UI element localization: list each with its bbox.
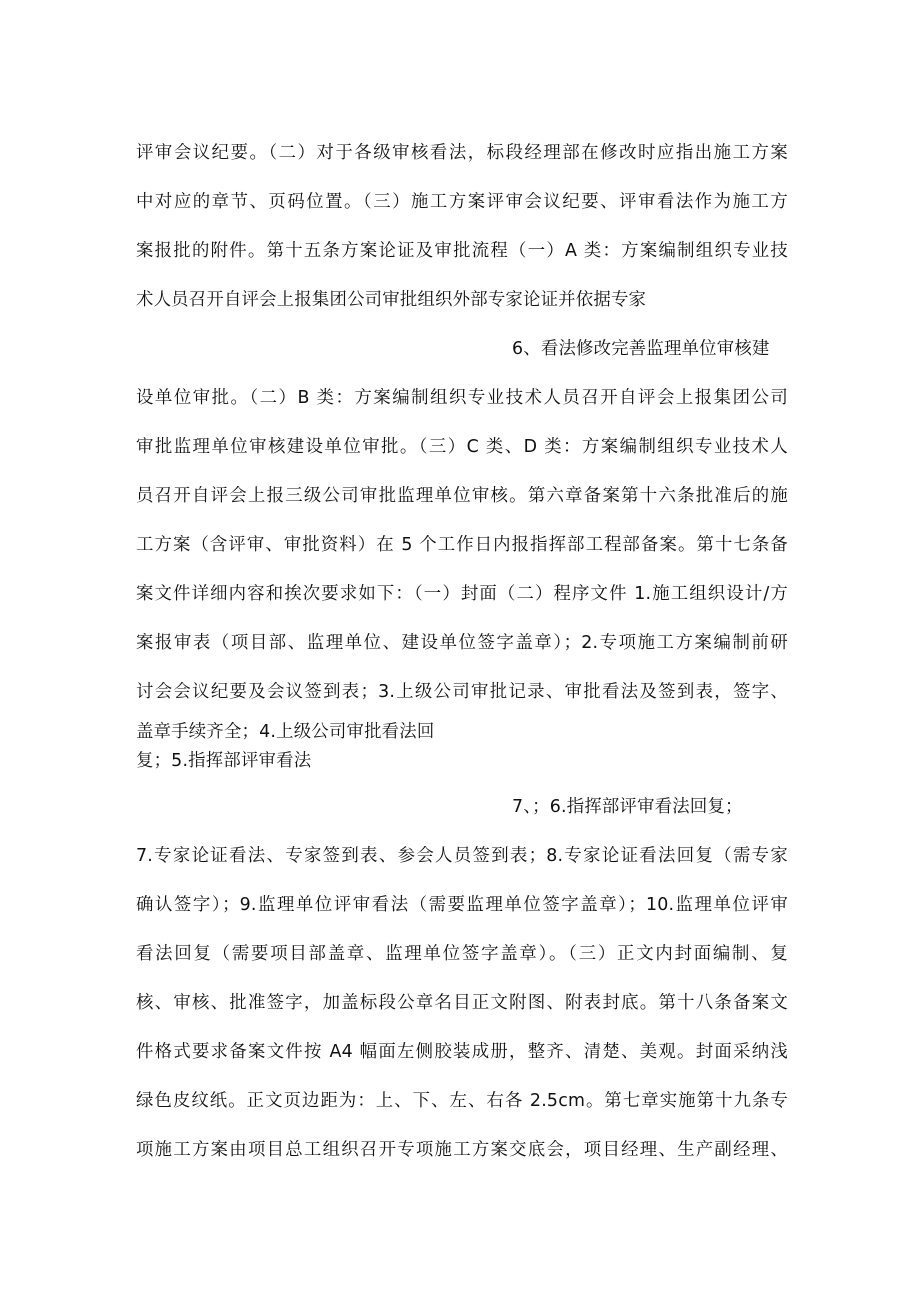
text-line-1: 评审会议纪要。（二）对于各级审核看法，标段经理部在修改时应指出施工方案: [136, 143, 788, 163]
text-line-2: 中对应的章节、页码位置。（三）施工方案评审会议纪要、评审看法作为施工方: [136, 192, 788, 212]
text-line-13: 盖章手续齐全；4.上级公司审批看法回: [136, 722, 435, 742]
text-line-12: 讨会会议纪要及会议签到表；3.上级公司审批记录、审批看法及签到表，签字、: [136, 682, 788, 702]
text-line-8: 员召开自评会上报三级公司审批监理单位审核。第六章备案第十六条批准后的施: [136, 486, 788, 506]
text-line-4: 术人员召开自评会上报集团公司审批组织外部专家论证并依据专家: [136, 290, 647, 310]
text-line-20: 件格式要求备案文件按 A4 幅面左侧胶装成册，整齐、清楚、美观。封面采纳浅: [136, 1042, 788, 1062]
text-line-10: 案文件详细内容和挨次要求如下：（一）封面（二）程序文件 1.施工组织设计/方: [136, 584, 788, 604]
text-line-17: 确认签字）；9.监理单位评审看法（需要监理单位签字盖章）；10.监理单位评审: [136, 895, 788, 915]
text-line-7: 审批监理单位审核建设单位审批。（三）C 类、D 类：方案编制组织专业技术人: [136, 437, 788, 457]
text-line-9: 工方案（含评审、审批资料）在 5 个工作日内报指挥部工程部备案。第十七条备: [136, 535, 788, 555]
text-line-18: 看法回复（需要项目部盖章、监理单位签字盖章）。（三）正文内封面编制、复: [136, 944, 788, 964]
text-line-6: 设单位审批。（二）B 类：方案编制组织专业技术人员召开自评会上报集团公司: [136, 388, 788, 408]
text-line-14: 复；5.指挥部评审看法: [136, 751, 312, 771]
text-line-5: 6、看法修改完善监理单位审核建: [512, 339, 770, 359]
text-line-19: 核、审核、批准签字，加盖标段公章名目正文附图、附表封底。第十八条备案文: [136, 993, 788, 1013]
text-line-22: 项施工方案由项目总工组织召开专项施工方案交底会，项目经理、生产副经理、: [136, 1140, 788, 1160]
text-line-21: 绿色皮纹纸。正文页边距为：上、下、左、右各 2.5cm。第七章实施第十九条专: [136, 1091, 788, 1111]
text-line-16: 7.专家论证看法、专家签到表、参会人员签到表；8.专家论证看法回复（需专家: [136, 846, 788, 866]
text-line-11: 案报审表（项目部、监理单位、建设单位签字盖章）；2.专项施工方案编制前研: [136, 633, 788, 653]
text-line-15: 7、；6.指挥部评审看法回复；: [512, 797, 743, 817]
text-line-3: 案报批的附件。第十五条方案论证及审批流程（一）A 类：方案编制组织专业技: [136, 241, 788, 261]
